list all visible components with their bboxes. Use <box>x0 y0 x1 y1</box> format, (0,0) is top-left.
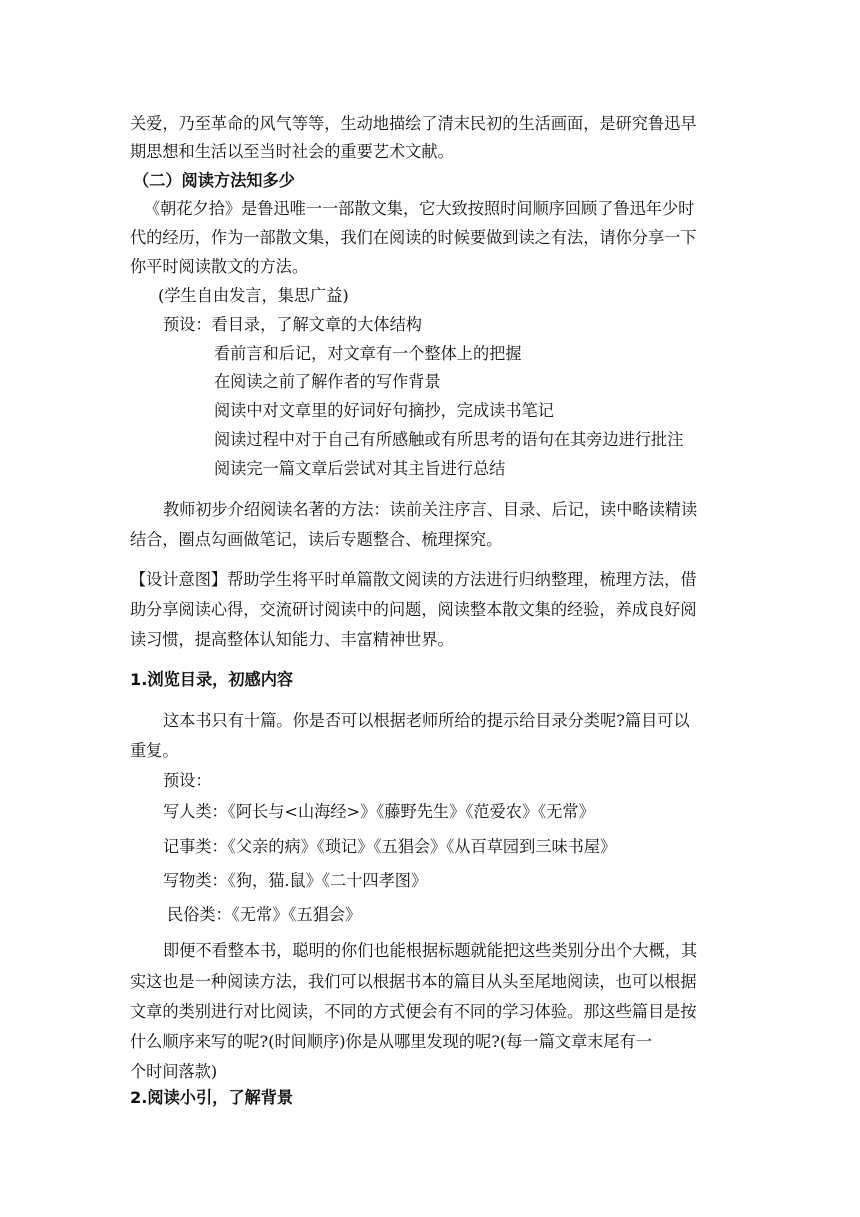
body-text-line: 结合，圈点勾画做笔记，读后专题整合、梳理探究。 <box>130 530 503 549</box>
design-intent-line: 读习惯，提高整体认知能力、丰富精神世界。 <box>130 630 454 649</box>
body-text-line: 期思想和生活以至当时社会的重要艺术文献。 <box>130 142 454 161</box>
category-line: 记事类：《父亲的病》《琐记》《五猖会》《从百草园到三味书屋》 <box>163 837 617 856</box>
body-text-line: 文章的类别进行对比阅读，不同的方式便会有不同的学习体验。那这些篇目是按 <box>130 1002 697 1021</box>
preset-item: 在阅读之前了解作者的写作背景 <box>214 372 441 391</box>
design-intent-line: 助分享阅读心得，交流研讨阅读中的问题，阅读整本散文集的经验，养成良好阅 <box>130 600 697 619</box>
body-text-line: 这本书只有十篇。你是否可以根据老师所给的提示给目录分类呢?篇目可以 <box>163 711 690 730</box>
preset-item: 阅读完一篇文章后尝试对其主旨进行总结 <box>214 459 506 478</box>
body-text-line: 实这也是一种阅读方法，我们可以根据书本的篇目从头至尾地阅读，也可以根据 <box>130 972 697 991</box>
subsection-heading: 2.阅读小引，了解背景 <box>130 1088 294 1107</box>
category-line: 写物类：《狗，猫.鼠》《二十四孝图》 <box>163 871 428 890</box>
body-text-line: 个时间落款) <box>130 1062 218 1081</box>
body-text-line: 重复。 <box>130 741 179 760</box>
design-intent-line: 【设计意图】帮助学生将平时单篇散文阅读的方法进行归纳整理，梳理方法，借 <box>130 570 697 589</box>
body-text-line: 即便不看整本书，聪明的你们也能根据标题就能把这些类别分出个大概，其 <box>163 941 698 960</box>
body-text-line: (学生自由发言，集思广益) <box>158 286 349 305</box>
body-text-line: 《朝花夕拾》是鲁迅唯一一部散文集，它大致按照时间顺序回顾了鲁迅年少时 <box>144 199 695 218</box>
section-heading: （二）阅读方法知多少 <box>133 171 295 190</box>
category-line: 民俗类：《无常》《五猖会》 <box>167 905 362 924</box>
subsection-heading: 1.浏览目录，初感内容 <box>130 670 294 689</box>
preset-item: 阅读过程中对于自己有所感触或有所思考的语句在其旁边进行批注 <box>214 430 684 449</box>
body-text-line: 你平时阅读散文的方法。 <box>130 257 309 276</box>
category-line: 写人类：《阿长与<山海经>》《藤野先生》《范爱农》《无常》 <box>163 802 595 821</box>
preset-line: 预设：看目录，了解文章的大体结构 <box>163 315 422 334</box>
preset-item: 阅读中对文章里的好词好句摘抄，完成读书笔记 <box>214 401 554 420</box>
preset-label: 预设： <box>163 771 212 790</box>
body-text-line: 代的经历，作为一部散文集，我们在阅读的时候要做到读之有法，请你分享一下 <box>130 228 697 247</box>
body-text-line: 什么顺序来写的呢?(时间顺序)你是从哪里发现的呢?(每一篇文章末尾有一 <box>130 1032 652 1051</box>
body-text-line: 关爱，乃至革命的风气等等，生动地描绘了清末民初的生活画面，是研究鲁迅早 <box>130 114 697 133</box>
preset-item: 看前言和后记，对文章有一个整体上的把握 <box>214 344 522 363</box>
body-text-line: 教师初步介绍阅读名著的方法：读前关注序言、目录、后记，读中略读精读 <box>163 500 698 519</box>
